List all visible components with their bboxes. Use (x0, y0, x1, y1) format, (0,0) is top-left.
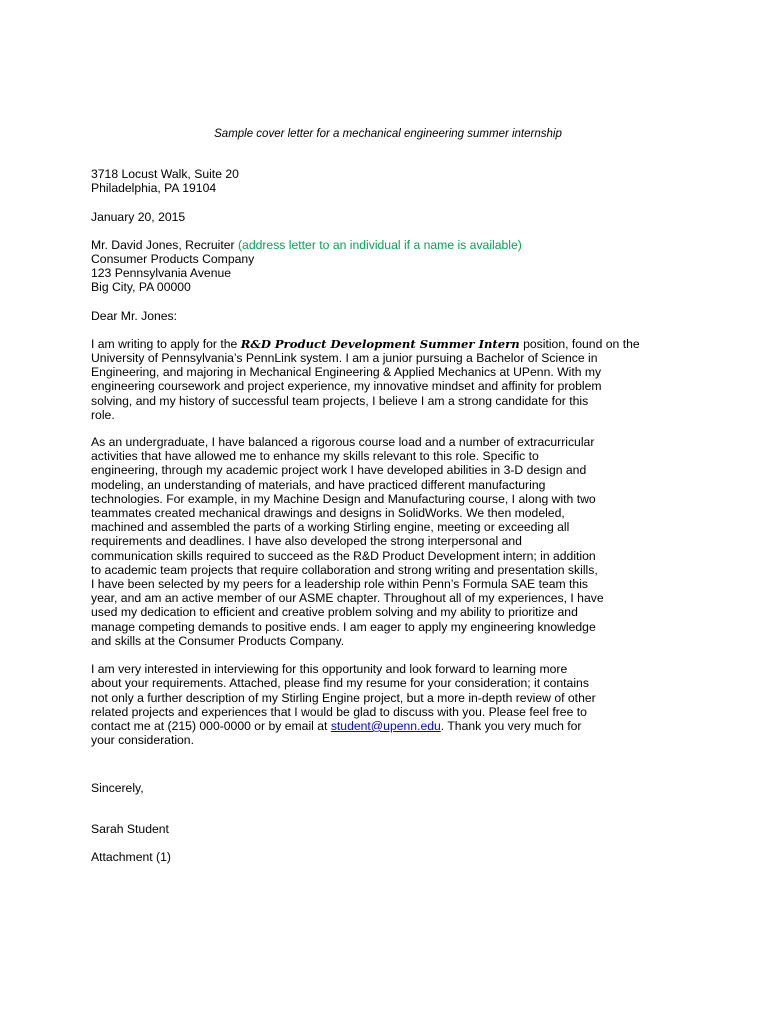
paragraph-intro-line: University of Pennsylvania’s PennLink system. I am a junior pursuing a Bachelor of Science in (91, 351, 598, 366)
sender-address (91, 167, 677, 195)
paragraph-closing-line: not only a further description of my Stirling Engine project, but a more in-depth review of other (91, 690, 596, 705)
date-text: January 20, 2015 (91, 209, 186, 224)
paragraph-experience-line: I have been selected by my peers for a leadership role within Penn’s Formula SAE team this (91, 577, 589, 592)
recipient-city: Big City, PA 00000 (91, 280, 191, 295)
paragraph-intro (91, 337, 677, 422)
sender-address-line1: 3718 Locust Walk, Suite 20 (91, 167, 239, 182)
spacer (91, 761, 677, 781)
paragraph-experience-line: technologies. For example, in my Machine Design and Manufacturing course, I along with two (91, 491, 596, 506)
paragraph-intro-line: solving, and my history of successful team projects, I believe I am a strong candidate for this (91, 393, 589, 408)
paragraph-intro-line: role. (91, 407, 115, 422)
paragraph-intro-line (91, 337, 677, 351)
contact-tail: . Thank you very much for (440, 718, 582, 733)
paragraph-experience-line: to academic team projects that require collaboration and strong writing and presentation skills, (91, 562, 598, 577)
intro-line-tail: position, found on the (519, 336, 640, 351)
attachment (91, 850, 677, 864)
paragraph-experience-line: used my dedication to efficient and creative problem solving and my ability to prioritize and (91, 605, 578, 620)
paragraph-experience-line: and skills at the Consumer Products Company. (91, 633, 345, 648)
recipient-company: Consumer Products Company (91, 252, 255, 267)
paragraph-experience-line: As an undergraduate, I have balanced a rigorous course load and a number of extracurricular (91, 435, 595, 450)
intro-lead: I am writing to apply for the (91, 336, 238, 351)
paragraph-experience-line: activities that have allowed me to enhance my skills relevant to this role. Specific to (91, 449, 539, 464)
paragraph-experience-line: teammates created mechanical drawings and designs in SolidWorks. We then modeled, (91, 506, 565, 521)
recipient-note: (address letter to an individual if a name is available) (237, 237, 522, 252)
recipient-street: 123 Pennsylvania Avenue (91, 266, 232, 281)
paragraph-closing-line: your consideration. (91, 733, 194, 748)
paragraph-experience-line: modeling, an understanding of materials, and have practiced different manufacturing (91, 477, 546, 492)
salutation-text: Dear Mr. Jones: (91, 308, 178, 323)
paragraph-closing-line: related projects and experiences that I would be glad to discuss with you. Please feel free to (91, 704, 587, 719)
sender-address-line2: Philadelphia, PA 19104 (91, 181, 217, 196)
email-link[interactable]: student@upenn.edu (330, 718, 441, 733)
paragraph-experience-line: year, and am an active member of our ASME chapter. Throughout all of my experiences, I have (91, 591, 604, 606)
attachment-text: Attachment (1) (91, 849, 171, 864)
position-title: R&D Product Development Summer Intern (240, 336, 520, 351)
paragraph-closing-line: I am very interested in interviewing for this opportunity and look forward to learning more (91, 662, 568, 677)
signature-name: Sarah Student (91, 821, 169, 836)
paragraph-experience-line: engineering, through my academic project work I have developed abilities in 3-D design and (91, 463, 587, 478)
recipient-name: Mr. David Jones, Recruiter (91, 237, 235, 252)
paragraph-experience (91, 435, 677, 648)
closing-text: Sincerely, (91, 781, 144, 796)
paragraph-experience-line: manage competing demands to positive ends. I am eager to apply my engineering knowledge (91, 619, 596, 634)
paragraph-intro-line: engineering coursework and project experience, my innovative mindset and affinity for problem (91, 379, 602, 394)
document-title: Sample cover letter for a mechanical engineering summer internship (214, 128, 562, 140)
closing (91, 781, 677, 795)
recipient-name-line (91, 238, 677, 252)
paragraph-intro-line: Engineering, and majoring in Mechanical Engineering & Applied Mechanics at UPenn. With my (91, 365, 602, 380)
paragraph-experience-line: machined and assembled the parts of a working Stirling engine, meeting or exceeding all (91, 520, 570, 535)
contact-lead: contact me at (215) 000-0000 or by email at (91, 718, 331, 733)
letter-date (91, 210, 677, 224)
paragraph-experience-line: requirements and deadlines. I have also developed the strong interpersonal and (91, 534, 522, 549)
letter-page (91, 127, 677, 878)
paragraph-closing (91, 662, 677, 747)
paragraph-closing-line (91, 719, 677, 733)
signature (91, 822, 677, 836)
recipient-address (91, 238, 677, 295)
paragraph-closing-line: about your requirements. Attached, please find my resume for your consideration; it contains (91, 676, 589, 691)
salutation (91, 309, 677, 323)
paragraph-experience-line: communication skills required to succeed as the R&D Product Development intern; in addition (91, 548, 596, 563)
